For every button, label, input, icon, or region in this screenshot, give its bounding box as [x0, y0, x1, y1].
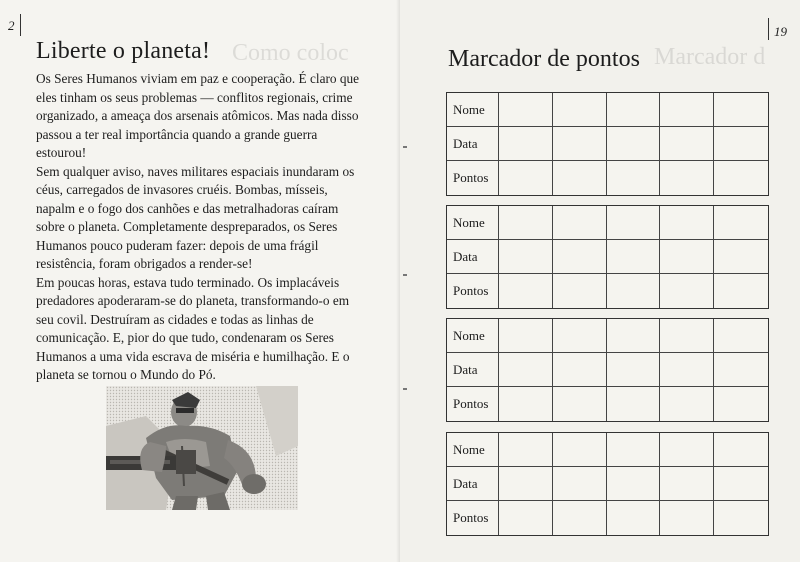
- row-label-name: Nome: [447, 433, 499, 467]
- entry-cell[interactable]: [553, 161, 607, 195]
- entry-cell[interactable]: [660, 467, 714, 501]
- entry-cell[interactable]: [714, 387, 768, 421]
- entry-cell[interactable]: [553, 206, 607, 240]
- entry-cell[interactable]: [499, 206, 553, 240]
- row-label-name: Nome: [447, 206, 499, 240]
- entry-cell[interactable]: [660, 501, 714, 535]
- entry-cell[interactable]: [714, 353, 768, 387]
- entry-cell[interactable]: [714, 240, 768, 274]
- score-table: [446, 205, 769, 309]
- scan-mark: [403, 388, 407, 390]
- entry-cell[interactable]: [607, 161, 661, 195]
- entry-cell[interactable]: [714, 501, 768, 535]
- muscular-hero-with-gun-image: [106, 386, 298, 510]
- entry-cell[interactable]: [714, 319, 768, 353]
- hero-illustration: [106, 386, 298, 510]
- entry-cell[interactable]: [714, 206, 768, 240]
- row-label-date: Data: [447, 467, 499, 501]
- score-table: [446, 92, 769, 196]
- bleed-through-text: Como coloc: [232, 40, 349, 66]
- entry-cell[interactable]: [499, 274, 553, 308]
- entry-cell[interactable]: [660, 274, 714, 308]
- entry-cell[interactable]: [553, 274, 607, 308]
- page-number: 2: [8, 18, 15, 33]
- entry-cell[interactable]: [660, 93, 714, 127]
- entry-cell[interactable]: [499, 467, 553, 501]
- entry-cell[interactable]: [607, 93, 661, 127]
- entry-cell[interactable]: [660, 433, 714, 467]
- entry-cell[interactable]: [714, 433, 768, 467]
- entry-cell[interactable]: [660, 240, 714, 274]
- entry-cell[interactable]: [714, 93, 768, 127]
- entry-cell[interactable]: [553, 433, 607, 467]
- entry-cell[interactable]: [553, 353, 607, 387]
- entry-cell[interactable]: [607, 240, 661, 274]
- entry-cell[interactable]: [607, 127, 661, 161]
- row-label-points: Pontos: [447, 274, 499, 308]
- bleed-through-text: Marcador d: [654, 44, 766, 70]
- entry-cell[interactable]: [660, 353, 714, 387]
- entry-cell[interactable]: [499, 319, 553, 353]
- entry-cell[interactable]: [607, 501, 661, 535]
- entry-cell[interactable]: [553, 240, 607, 274]
- entry-cell[interactable]: [660, 319, 714, 353]
- entry-cell[interactable]: [660, 387, 714, 421]
- row-label-points: Pontos: [447, 387, 499, 421]
- entry-cell[interactable]: [660, 161, 714, 195]
- entry-cell[interactable]: [714, 467, 768, 501]
- page-edge-rule: [20, 14, 21, 36]
- scan-mark: [403, 274, 407, 276]
- row-label-name: Nome: [447, 93, 499, 127]
- entry-cell[interactable]: [499, 240, 553, 274]
- entry-cell[interactable]: [660, 206, 714, 240]
- entry-cell[interactable]: [553, 93, 607, 127]
- entry-cell[interactable]: [499, 501, 553, 535]
- entry-cell[interactable]: [660, 127, 714, 161]
- row-label-date: Data: [447, 240, 499, 274]
- entry-cell[interactable]: [499, 353, 553, 387]
- score-table: [446, 318, 769, 422]
- entry-cell[interactable]: [499, 433, 553, 467]
- entry-cell[interactable]: [607, 319, 661, 353]
- paragraph-2: Sem qualquer aviso, naves militares espaciais inundaram os céus, carregados de invasores cruéis. Bombas, mísseis, napalm e o fogo dos canhões e das metralhadoras caíram sobre o planeta. Completamente despreparados, os Seres Humanos pouco puderam fazer: depois de uma frágil resistência, foram obrigados a render-se!: [36, 163, 355, 271]
- entry-cell[interactable]: [607, 353, 661, 387]
- entry-cell[interactable]: [499, 127, 553, 161]
- row-label-date: Data: [447, 353, 499, 387]
- entry-cell[interactable]: [553, 467, 607, 501]
- entry-cell[interactable]: [607, 387, 661, 421]
- entry-cell[interactable]: [553, 387, 607, 421]
- entry-cell[interactable]: [553, 501, 607, 535]
- page-title: Marcador de pontos: [448, 46, 640, 72]
- page-title: Liberte o planeta!: [36, 38, 211, 64]
- row-label-date: Data: [447, 127, 499, 161]
- entry-cell[interactable]: [714, 127, 768, 161]
- entry-cell[interactable]: [607, 467, 661, 501]
- row-label-points: Pontos: [447, 161, 499, 195]
- entry-cell[interactable]: [714, 274, 768, 308]
- page-number: 19: [774, 24, 787, 39]
- entry-cell[interactable]: [553, 319, 607, 353]
- entry-cell[interactable]: [607, 206, 661, 240]
- entry-cell[interactable]: [499, 387, 553, 421]
- entry-cell[interactable]: [607, 274, 661, 308]
- entry-cell[interactable]: [714, 161, 768, 195]
- entry-cell[interactable]: [499, 93, 553, 127]
- scan-mark: [403, 146, 407, 148]
- paragraph-1: Os Seres Humanos viviam em paz e cooperação. É claro que eles tinham os seus problemas — conflitos regionais, crime organizado, a ameaça dos arsenais atômicos. Mas nada disso passou a ter real importância quando a grande guerra estourou!: [36, 71, 360, 160]
- row-label-name: Nome: [447, 319, 499, 353]
- story-text: [36, 70, 362, 385]
- entry-cell[interactable]: [607, 433, 661, 467]
- entry-cell[interactable]: [499, 161, 553, 195]
- page-edge-rule: [768, 18, 769, 40]
- score-table: [446, 432, 769, 536]
- paragraph-3: Em poucas horas, estava tudo terminado. Os implacáveis predadores apoderaram-se do planeta, transformando-o em seu covil. Destruíram as cidades e todas as linhas de comunicação. E, pior do que tudo, condenaram os Seres Humanos a uma vida escrava de miséria e humilhação. E o planeta se tornou o Mundo do Pó.: [36, 274, 350, 382]
- row-label-points: Pontos: [447, 501, 499, 535]
- entry-cell[interactable]: [553, 127, 607, 161]
